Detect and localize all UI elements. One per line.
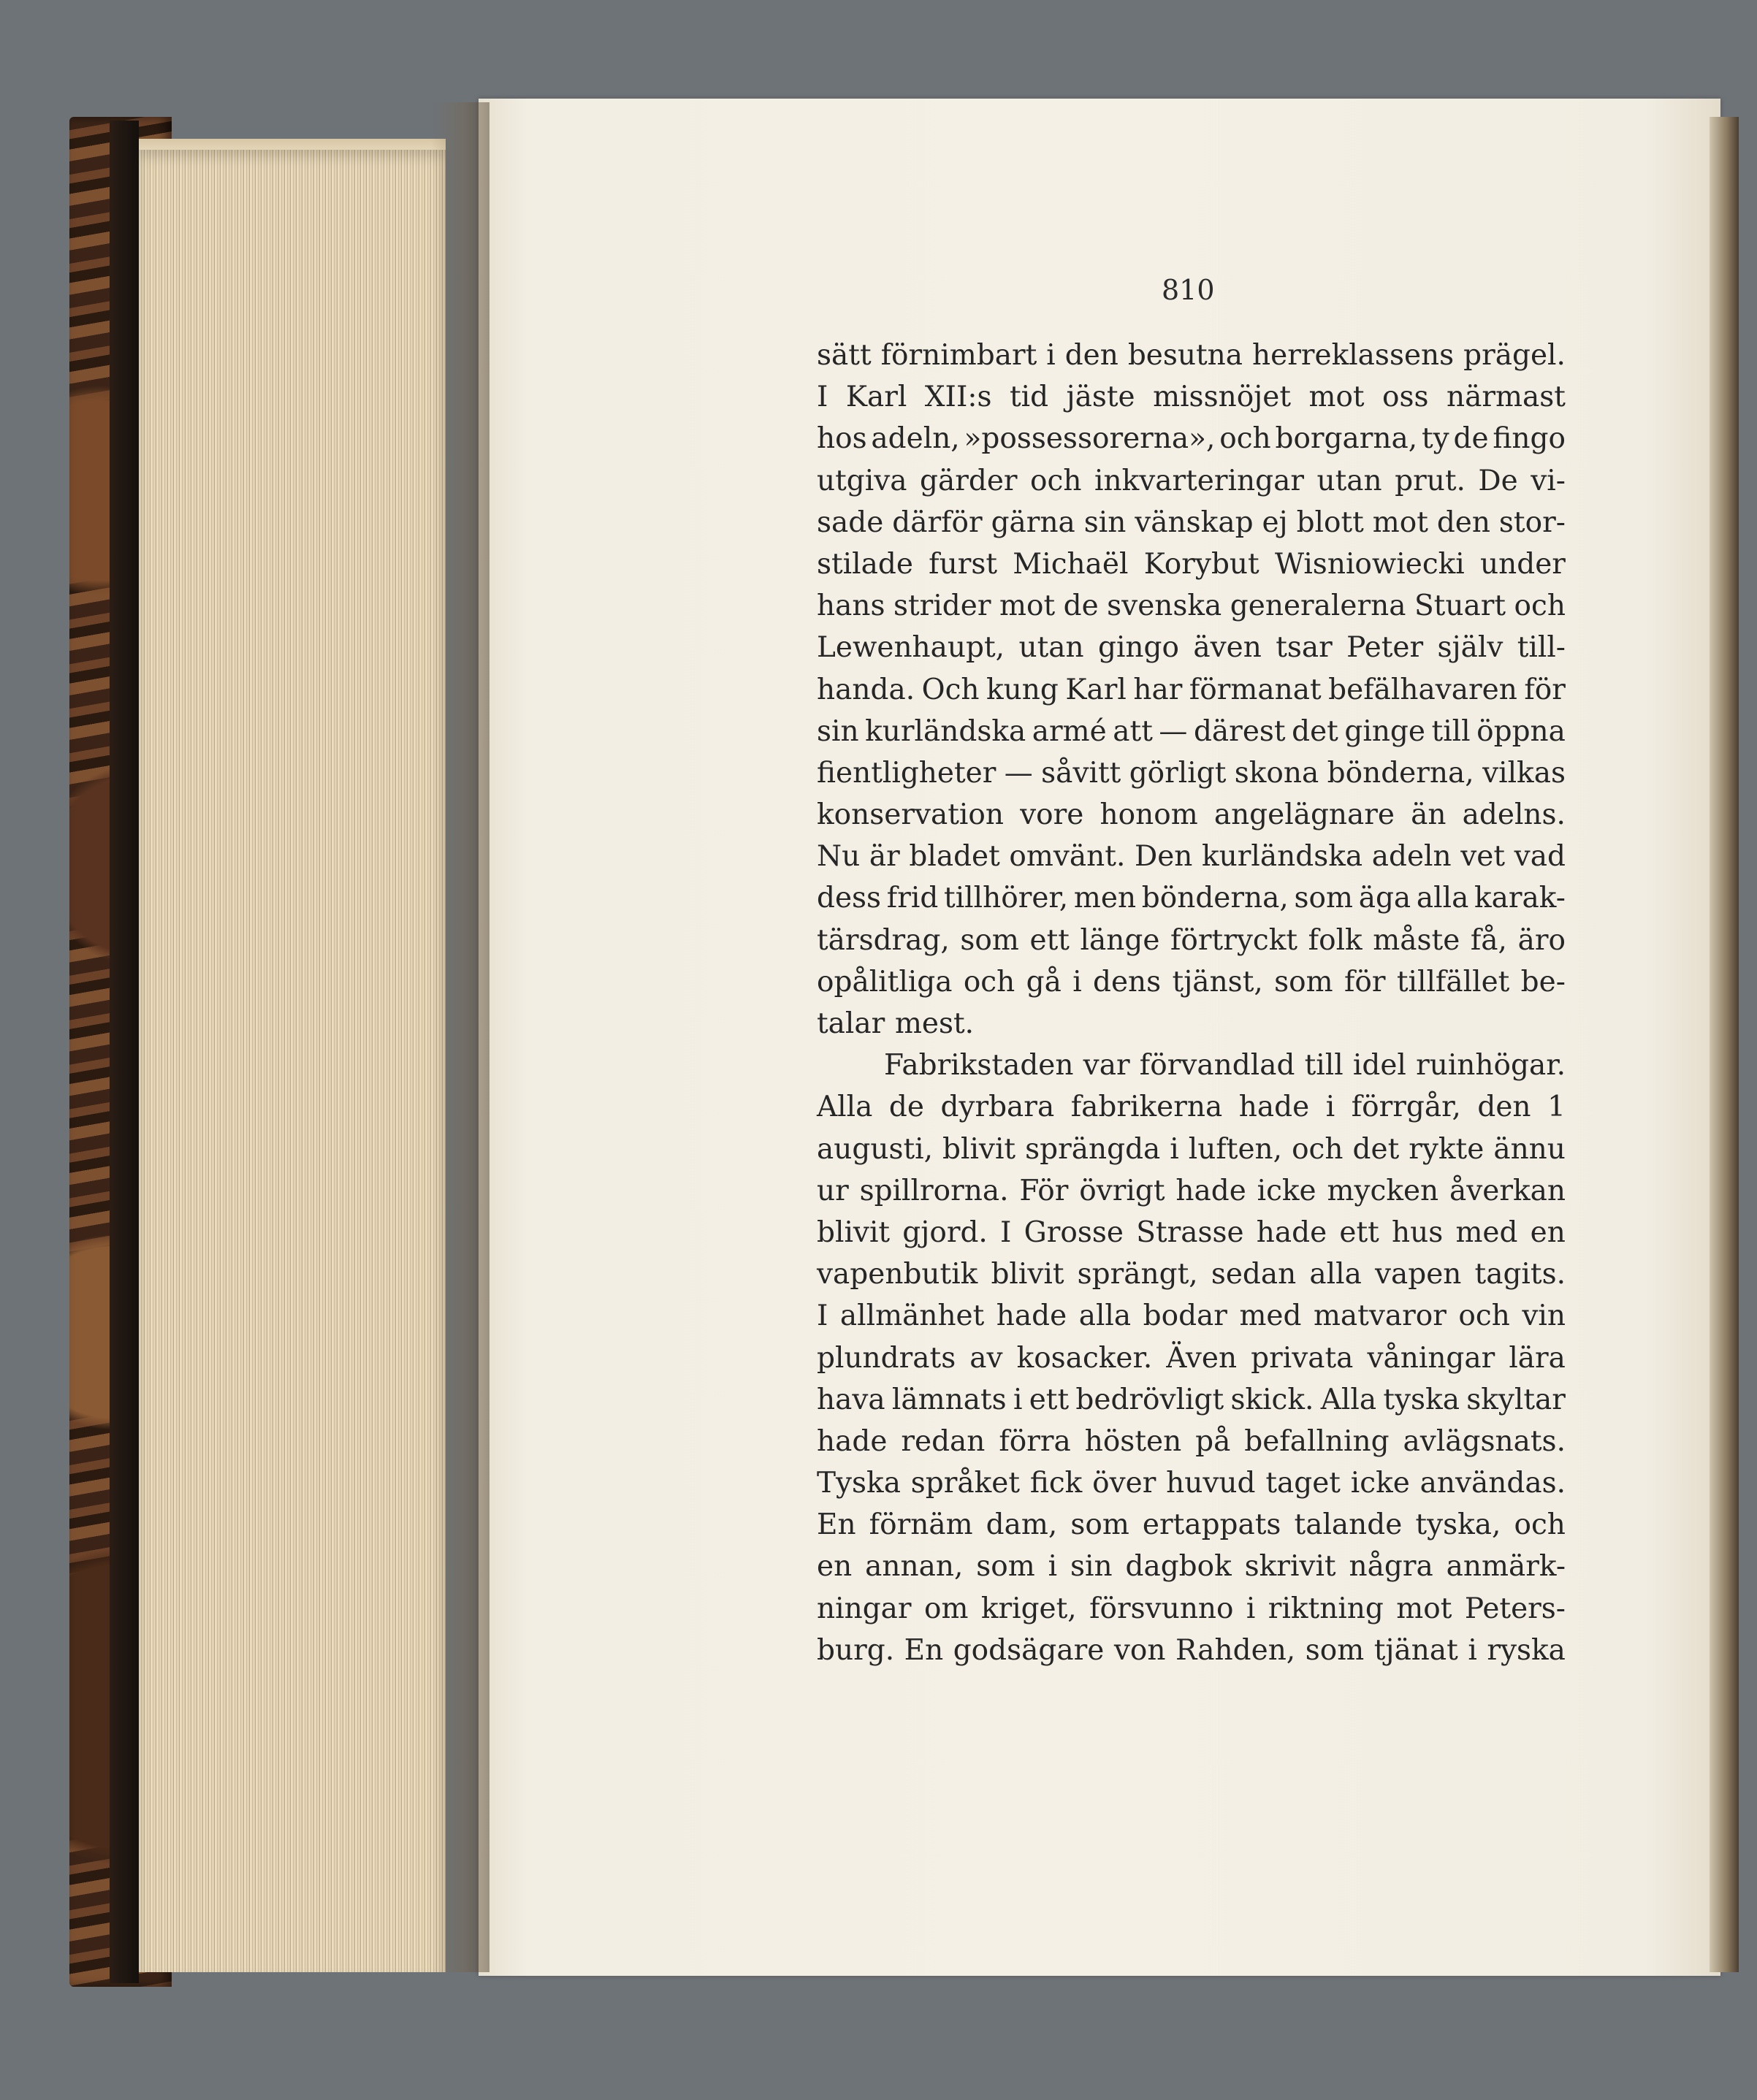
text-line: blivit gjord. I Grosse Strasse hade ett hus med en bbox=[817, 1215, 1566, 1249]
text-line: sade därför gärna sin vänskap ej blott mot den stor- bbox=[817, 505, 1566, 539]
text-line: ur spillrorna. För övrigt hade icke mycken åverkan bbox=[817, 1174, 1566, 1207]
page-stack bbox=[139, 150, 446, 1972]
page-number: 810 bbox=[1162, 274, 1215, 306]
text-line: konservation vore honom angelägnare än adelns. bbox=[817, 798, 1566, 832]
text-line: talar mest. bbox=[817, 1007, 975, 1040]
text-line: dess frid tillhörer, men bönderna, som äga alla karak- bbox=[817, 882, 1566, 915]
text-line: sin kurländska armé att — därest det ginge till öppna bbox=[817, 714, 1566, 748]
text-line: augusti, blivit sprängda i luften, och det rykte ännu bbox=[817, 1132, 1566, 1166]
text-line: stilade furst Michaël Korybut Wisniowiecki under bbox=[817, 547, 1566, 581]
text-line: handa. Och kung Karl har förmanat befälhavaren för bbox=[817, 673, 1566, 706]
text-line: ningar om kriget, försvunno i riktning mot Peters- bbox=[817, 1592, 1566, 1625]
text-line: utgiva gärder och inkvarteringar utan prut. De vi- bbox=[817, 464, 1566, 497]
text-line: plundrats av kosacker. Även privata våningar lära bbox=[817, 1341, 1566, 1375]
text-line: fientligheter — såvitt görligt skona bönderna, vilkas bbox=[817, 756, 1566, 790]
text-line: En förnäm dam, som ertappats talande tyska, och bbox=[817, 1508, 1566, 1542]
text-line: tärsdrag, som ett länge förtryckt folk måste få, äro bbox=[817, 923, 1566, 957]
text-line: hos adeln, »possessorerna», och borgarna, ty de fingo bbox=[817, 422, 1566, 456]
text-line: Tyska språket fick över huvud taget icke användas. bbox=[817, 1467, 1566, 1500]
facing-page-edge bbox=[1710, 117, 1739, 1972]
text-line: opålitliga och gå i dens tjänst, som för tillfället be- bbox=[817, 965, 1566, 999]
text-line: I allmänhet hade alla bodar med matvaror och vin bbox=[817, 1299, 1566, 1333]
text-line: Fabrikstaden var förvandlad till idel ruinhögar. bbox=[884, 1049, 1566, 1083]
text-line: Nu är bladet omvänt. Den kurländska adeln vet vad bbox=[817, 840, 1566, 874]
gutter-shadow bbox=[431, 102, 489, 1972]
text-line: hava lämnats i ett bedrövligt skick. Alla tyska skyltar bbox=[817, 1383, 1566, 1416]
text-line: Alla de dyrbara fabrikerna hade i förrgår, den 1 bbox=[817, 1091, 1566, 1124]
text-line: sätt förnimbart i den besutna herreklassens prägel. bbox=[817, 339, 1566, 372]
body-text bbox=[817, 335, 1566, 1671]
text-line: burg. En godsägare von Rahden, som tjänat i ryska bbox=[817, 1633, 1566, 1667]
text-line: hans strider mot de svenska generalerna Stuart och bbox=[817, 589, 1566, 623]
text-line: en annan, som i sin dagbok skrivit några anmärk- bbox=[817, 1550, 1566, 1584]
text-line: vapenbutik blivit sprängt, sedan alla vapen tagits. bbox=[817, 1258, 1566, 1291]
text-line: Lewenhaupt, utan gingo även tsar Peter själv till- bbox=[817, 631, 1566, 665]
text-line: I Karl XII:s tid jäste missnöjet mot oss närmast bbox=[817, 381, 1566, 414]
cover-edge bbox=[110, 121, 139, 1983]
text-line: hade redan förra hösten på befallning avlägsnats. bbox=[817, 1424, 1566, 1458]
